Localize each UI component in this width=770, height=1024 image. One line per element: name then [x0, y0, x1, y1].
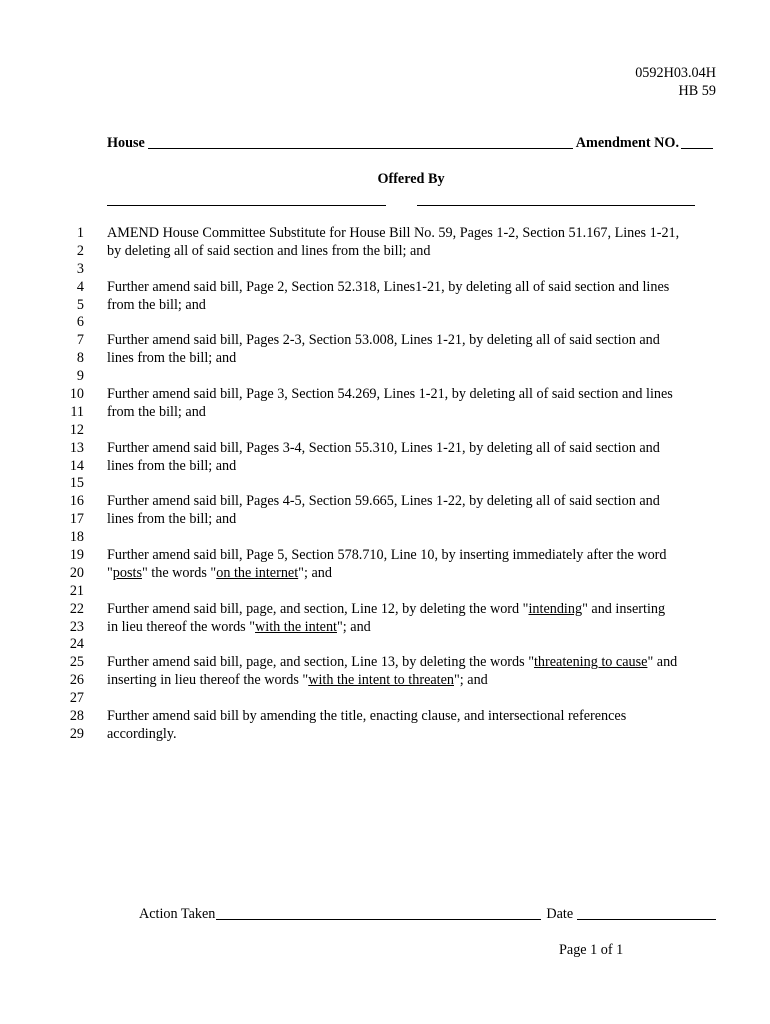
- line-number: 26: [69, 672, 84, 689]
- line-number: 11: [70, 403, 84, 420]
- document-line: [0, 297, 770, 315]
- action-taken-line: [139, 906, 716, 923]
- line-text-segment: Further amend said bill by amending the title, enacting clause, and intersectional references: [107, 708, 627, 725]
- amendment-number-label: Amendment NO.: [575, 135, 679, 151]
- line-text: [107, 243, 430, 261]
- amendment-number-blank: [681, 147, 713, 149]
- document-line: [0, 636, 770, 654]
- document-line: [0, 493, 770, 511]
- document-line: [0, 726, 770, 744]
- line-number: 17: [69, 511, 84, 528]
- line-number: 10: [69, 386, 84, 403]
- document-line: [0, 368, 770, 386]
- line-text: [107, 547, 667, 565]
- line-text-segment: ": [107, 564, 113, 581]
- line-text: [107, 654, 677, 672]
- amendment-title-line: [107, 135, 713, 152]
- line-text: [107, 440, 660, 458]
- doc-code: 0592H03.04H: [635, 65, 716, 81]
- document-line: [0, 511, 770, 529]
- line-number: 23: [69, 618, 84, 635]
- line-text: [107, 493, 660, 511]
- line-number: 21: [69, 582, 84, 599]
- line-number: 29: [69, 725, 84, 742]
- line-text: [107, 350, 236, 368]
- amendment-body: [0, 225, 770, 744]
- line-text: [107, 225, 679, 243]
- line-number: 15: [69, 475, 84, 492]
- document-line: [0, 601, 770, 619]
- line-number: 6: [76, 314, 84, 331]
- line-number: 13: [69, 439, 84, 456]
- line-text-segment: from the bill; and: [107, 296, 206, 313]
- underlined-insertion-text: with the intent: [255, 618, 337, 635]
- line-text-segment: "; and: [298, 564, 332, 581]
- document-line: [0, 565, 770, 583]
- action-taken-label: Action Taken: [139, 906, 216, 922]
- line-number: 27: [69, 690, 84, 707]
- date-blank: [577, 918, 716, 920]
- line-text-segment: Further amend said bill, Page 2, Section 52.318, Lines1-21, by deleting all of said section and lines: [107, 278, 670, 295]
- house-label: House: [107, 135, 145, 151]
- line-text-segment: lines from the bill; and: [107, 350, 237, 367]
- document-line: [0, 279, 770, 297]
- line-text-segment: lines from the bill; and: [107, 511, 237, 528]
- line-number: 16: [69, 493, 84, 510]
- document-line: [0, 458, 770, 476]
- line-text: [107, 386, 673, 404]
- document-line: [0, 654, 770, 672]
- line-number: 20: [69, 564, 84, 581]
- document-line: [0, 350, 770, 368]
- line-text: [107, 458, 236, 476]
- document-line: [0, 619, 770, 637]
- action-taken-blank: [216, 918, 541, 920]
- line-number: 2: [76, 242, 84, 259]
- document-line: [0, 440, 770, 458]
- line-text: [107, 726, 177, 744]
- document-identifier: [635, 64, 716, 100]
- line-text-segment: " the words ": [141, 564, 217, 581]
- underlined-insertion-text: posts: [112, 564, 142, 581]
- line-text: [107, 404, 206, 422]
- line-text: [107, 601, 665, 619]
- line-number: 8: [76, 350, 84, 367]
- document-line: [0, 547, 770, 565]
- line-text: [107, 672, 488, 690]
- line-text-segment: inserting in lieu thereof the words ": [107, 672, 309, 689]
- line-text-segment: "; and: [337, 618, 371, 635]
- line-number: 7: [76, 332, 84, 349]
- line-text: [107, 708, 626, 726]
- line-text-segment: accordingly.: [107, 725, 177, 742]
- line-text-segment: Further amend said bill, Page 3, Section 54.269, Lines 1-21, by deleting all of said section and lines: [107, 386, 673, 403]
- document-line: [0, 386, 770, 404]
- document-line: [0, 243, 770, 261]
- document-line: [0, 314, 770, 332]
- document-line: [0, 529, 770, 547]
- line-number: 4: [76, 278, 84, 295]
- document-line: [0, 708, 770, 726]
- line-number: 19: [69, 547, 84, 564]
- line-text-segment: "; and: [454, 672, 488, 689]
- line-text-segment: Further amend said bill, Pages 2-3, Section 53.008, Lines 1-21, by deleting all of said section and: [107, 332, 660, 349]
- line-number: 22: [69, 600, 84, 617]
- line-number: 25: [69, 654, 84, 671]
- line-text-segment: from the bill; and: [107, 403, 206, 420]
- document-line: [0, 261, 770, 279]
- line-text: [107, 297, 206, 315]
- line-number: 28: [69, 708, 84, 725]
- line-text-segment: " and inserting: [582, 600, 666, 617]
- document-line: [0, 225, 770, 243]
- bill-number: HB 59: [678, 83, 716, 99]
- line-number: 18: [69, 529, 84, 546]
- offered-by-heading: Offered By: [377, 171, 445, 187]
- line-number: 3: [76, 260, 84, 277]
- line-text-segment: Further amend said bill, Pages 3-4, Section 55.310, Lines 1-21, by deleting all of said section and: [107, 439, 660, 456]
- line-text: [107, 565, 332, 583]
- line-number: 1: [76, 225, 84, 241]
- line-text-segment: lines from the bill; and: [107, 457, 237, 474]
- line-text: [107, 619, 371, 637]
- underlined-insertion-text: intending: [528, 600, 583, 617]
- document-line: [0, 583, 770, 601]
- document-line: [0, 475, 770, 493]
- line-text-segment: Further amend said bill, Pages 4-5, Section 59.665, Lines 1-22, by deleting all of said section and: [107, 493, 660, 510]
- underlined-insertion-text: on the internet: [216, 564, 299, 581]
- page-number: Page 1 of 1: [559, 942, 624, 958]
- date-label: Date: [546, 906, 574, 922]
- line-text-segment: by deleting all of said section and lines from the bill; and: [107, 242, 431, 259]
- line-text-segment: Further amend said bill, page, and section, Line 12, by deleting the word ": [107, 600, 529, 617]
- line-text-segment: Further amend said bill, page, and section, Line 13, by deleting the words ": [107, 654, 534, 671]
- document-line: [0, 404, 770, 422]
- house-blank-line: [148, 147, 573, 149]
- document-line: [0, 690, 770, 708]
- document-line: [0, 672, 770, 690]
- underlined-insertion-text: threatening to cause: [533, 654, 648, 671]
- line-number: 12: [69, 421, 84, 438]
- line-number: 9: [76, 368, 84, 385]
- document-line: [0, 332, 770, 350]
- line-number: 24: [69, 636, 84, 653]
- line-number: 14: [69, 457, 84, 474]
- line-text-segment: AMEND House Committee Substitute for House Bill No. 59, Pages 1-2, Section 51.167, Lines 1-21,: [107, 225, 680, 241]
- line-number: 5: [76, 296, 84, 313]
- document-line: [0, 422, 770, 440]
- underlined-insertion-text: with the intent to threaten: [308, 672, 454, 689]
- line-text-segment: " and: [647, 654, 678, 671]
- line-text: [107, 511, 236, 529]
- line-text: [107, 279, 669, 297]
- line-text: [107, 332, 660, 350]
- offered-by-signature-line-right: [417, 205, 695, 206]
- line-text-segment: Further amend said bill, Page 5, Section 578.710, Line 10, by inserting immediately after the word: [107, 547, 667, 564]
- offered-by-signature-line-left: [107, 205, 386, 206]
- line-text-segment: in lieu thereof the words ": [107, 618, 256, 635]
